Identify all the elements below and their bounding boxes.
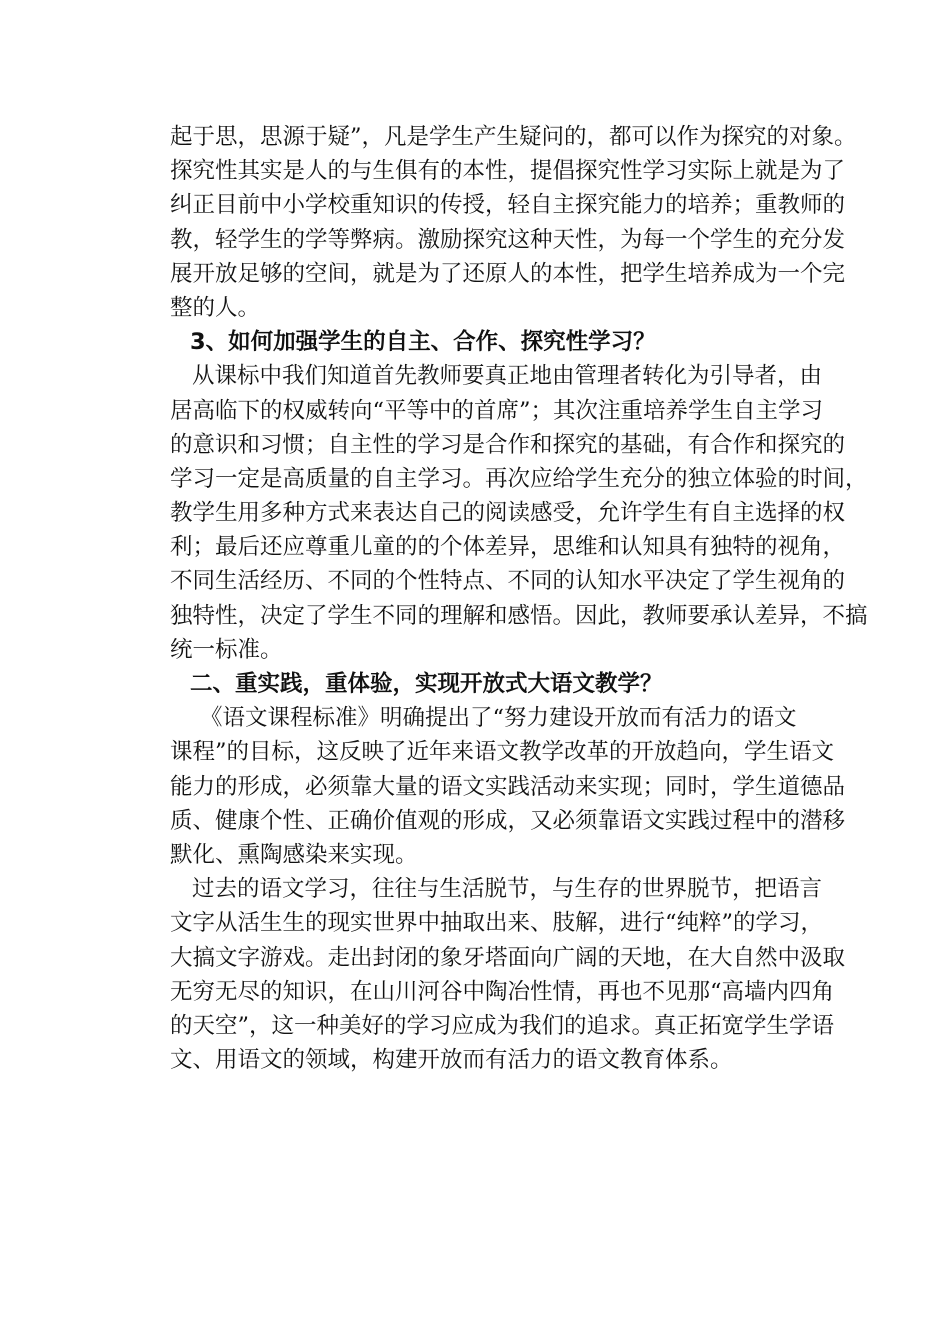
body-line: 独特性，决定了学生不同的理解和感悟。因此，教师要承认差异，不搞 (170, 602, 868, 629)
body-line: 的意识和习惯；自主性的学习是合作和探究的基础，有合作和探究的 (170, 431, 846, 458)
section-heading-3: 3、如何加强学生的自主、合作、探究性学习？ (190, 329, 656, 356)
body-line: 教学生用多种方式来表达自己的阅读感受，允许学生有自主选择的权 (170, 500, 846, 527)
body-line: 大搞文字游戏。走出封闭的象牙塔面向广阔的天地，在大自然中汲取 (170, 944, 846, 971)
body-line: 纠正目前中小学校重知识的传授，轻自主探究能力的培养；重教师的 (170, 192, 846, 219)
body-line: 学习一定是高质量的自主学习。再次应给学生充分的独立体验的时间， (170, 465, 868, 492)
body-line: 居高临下的权威转向“平等中的首席”；其次注重培养学生自主学习 (170, 397, 824, 424)
paragraph-first-line: 从课标中我们知道首先教师要真正地由管理者转化为引导者，由 (192, 363, 823, 390)
body-line: 利；最后还应尊重儿童的的个体差异，思维和认知具有独特的视角， (170, 534, 846, 561)
body-line: 无穷无尽的知识，在山川河谷中陶冶性情，再也不见那“高墙内四角 (170, 978, 835, 1005)
document-body (170, 120, 868, 1077)
body-line: 统一标准。 (170, 636, 283, 663)
body-line: 课程”的目标，这反映了近年来语文教学改革的开放趋向，学生语文 (170, 739, 835, 766)
body-line: 不同生活经历、不同的个性特点、不同的认知水平决定了学生视角的 (170, 568, 846, 595)
paragraph-first-line: 《语文课程标准》明确提出了“努力建设开放而有活力的语文 (200, 705, 797, 732)
body-line: 文、用语文的领域，构建开放而有活力的语文教育体系。 (170, 1047, 733, 1074)
body-line: 展开放足够的空间，就是为了还原人的本性，把学生培养成为一个完 (170, 260, 846, 287)
body-line: 起于思，思源于疑”，凡是学生产生疑问的，都可以作为探究的对象。 (170, 124, 857, 150)
paragraph-first-line: 过去的语文学习，往往与生活脱节，与生存的世界脱节，把语言 (192, 876, 823, 903)
body-line: 教，轻学生的学等弊病。激励探究这种天性，为每一个学生的充分发 (170, 226, 846, 253)
body-line: 的天空”，这一种美好的学习应成为我们的追求。真正拓宽学生学语 (170, 1012, 835, 1039)
body-line: 质、健康个性、正确价值观的形成，又必须靠语文实践过程中的潜移 (170, 807, 846, 834)
body-line: 整的人。 (170, 294, 261, 321)
body-line: 默化、熏陶感染来实现。 (170, 841, 418, 868)
body-line: 能力的形成，必须靠大量的语文实践活动来实现；同时，学生道德品 (170, 773, 846, 800)
body-line: 探究性其实是人的与生俱有的本性，提倡探究性学习实际上就是为了 (170, 158, 846, 185)
section-heading-2: 二、重实践，重体验，实现开放式大语文教学？ (190, 671, 663, 697)
body-line: 文字从活生生的现实世界中抽取出来、肢解，进行“纯粹”的学习， (170, 910, 824, 937)
